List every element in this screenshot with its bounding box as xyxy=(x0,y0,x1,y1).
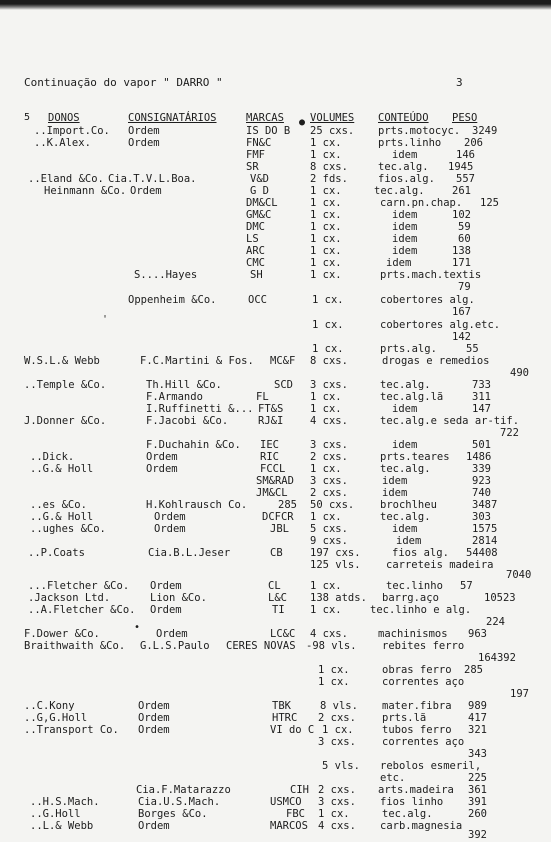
column-header-marcas: MARCAS xyxy=(246,112,284,124)
row-marca: DCFCR xyxy=(262,511,294,523)
row-volumes: 9 cxs. xyxy=(310,535,348,547)
row-volumes: 3 cxs. xyxy=(310,379,348,391)
row-conteudo: idem xyxy=(392,221,418,233)
row-marca: 285 xyxy=(278,499,297,511)
row-peso: 343 xyxy=(468,748,487,760)
row-volumes: 8 vls. xyxy=(320,700,358,712)
row-consignatario: Ordem xyxy=(128,137,160,149)
row-conteudo: carreteis madeira xyxy=(386,559,494,571)
row-consignatario: Ordem xyxy=(154,523,186,535)
row-marca: USMCO xyxy=(270,796,302,808)
row-dono: ..Transport Co. xyxy=(24,724,119,736)
row-volumes: 1 cx. xyxy=(310,463,342,475)
row-conteudo: fios.alg. xyxy=(378,173,435,185)
row-conteudo: tec.alg.lã xyxy=(380,391,444,403)
row-volumes: 197 cxs. xyxy=(310,547,361,559)
row-volumes: 1 cx. xyxy=(310,580,342,592)
row-conteudo: idem xyxy=(382,487,408,499)
row-marca: CL xyxy=(268,580,281,592)
row-conteudo: prts.teares xyxy=(380,451,450,463)
row-volumes: 4 cxs. xyxy=(310,628,348,640)
row-consignatario: Cia.F.Matarazzo xyxy=(136,784,231,796)
row-conteudo: fios alg. xyxy=(392,547,449,559)
row-conteudo: tec.linho xyxy=(386,580,443,592)
row-volumes: 1 cx. xyxy=(312,319,344,331)
row-consignatario: Ordem xyxy=(138,700,170,712)
row-conteudo: fios linho xyxy=(380,796,444,808)
column-header-consignatarios: CONSIGNATÁRIOS xyxy=(128,112,217,124)
row-dono: ..Eland &Co. xyxy=(28,173,104,185)
row-dono: .Jackson Ltd. xyxy=(28,592,111,604)
row-dono: ..Import.Co. xyxy=(34,125,110,137)
row-conteudo: idem xyxy=(392,245,418,257)
row-consignatario: Cia.B.L.Jeser xyxy=(148,547,231,559)
row-conteudo: idem xyxy=(392,439,418,451)
row-peso: 171 xyxy=(452,257,471,269)
row-marca: SCD xyxy=(274,379,293,391)
row-conteudo: cobertores alg.etc. xyxy=(380,319,501,331)
row-dono: ..A.Fletcher &Co. xyxy=(28,604,136,616)
row-conteudo: rebites ferro xyxy=(382,640,465,652)
row-consignatario: Ordem xyxy=(146,451,178,463)
row-peso: 417 xyxy=(468,712,487,724)
row-consignatario: Ordem xyxy=(154,511,186,523)
row-peso: 225 xyxy=(468,772,487,784)
row-volumes: 1 cx. xyxy=(322,724,354,736)
row-conteudo: prts.motocyc. xyxy=(378,125,461,137)
row-consignatario: Borges &Co. xyxy=(138,808,208,820)
row-marca: FBC xyxy=(286,808,305,820)
row-volumes: 1 cx. xyxy=(318,808,350,820)
row-consignatario: S....Hayes xyxy=(134,269,198,281)
row-peso: 55 xyxy=(466,343,479,355)
row-consignatario: Th.Hill &Co. xyxy=(146,379,222,391)
row-peso: 3487 xyxy=(472,499,498,511)
row-marca: G D xyxy=(250,185,269,197)
row-marca: DMC xyxy=(246,221,265,233)
ink-dot: ● xyxy=(299,117,306,128)
row-marca: ARC xyxy=(246,245,265,257)
row-dono: ..C.Kony xyxy=(24,700,75,712)
row-consignatario: F.Jacobi &Co. xyxy=(146,415,229,427)
row-peso: 2814 xyxy=(472,535,498,547)
row-dono: ..G.Holl xyxy=(30,808,81,820)
row-conteudo: prts.alg. xyxy=(380,343,437,355)
row-peso: 164392 xyxy=(478,652,516,664)
row-volumes: -98 vls. xyxy=(306,640,357,652)
row-dono: ..G,G.Holl xyxy=(24,712,88,724)
row-peso: 57 xyxy=(460,580,473,592)
row-marca: TI xyxy=(272,604,285,616)
row-peso: 391 xyxy=(468,796,487,808)
row-marca: JM&CL xyxy=(256,487,288,499)
row-dono: F.Dower &Co. xyxy=(24,628,100,640)
row-volumes: 1 cx. xyxy=(310,149,342,161)
row-consignatario: Ordem xyxy=(150,604,182,616)
row-peso: 79 xyxy=(458,281,471,293)
row-conteudo: carb.magnesia xyxy=(380,820,463,832)
row-marca: CIH xyxy=(290,784,309,796)
row-volumes: 25 cxs. xyxy=(310,125,355,137)
row-volumes: 1 cx. xyxy=(318,676,350,688)
column-header-conteudo: CONTEÚDO xyxy=(378,112,429,124)
row-volumes: 2 cxs. xyxy=(318,784,356,796)
row-consignatario: Lion &Co. xyxy=(150,592,207,604)
row-consignatario: Ordem xyxy=(146,463,178,475)
row-consignatario: I.Ruffinetti &... xyxy=(146,403,254,415)
row-peso: 10523 xyxy=(484,592,516,604)
row-consignatario: Ordem xyxy=(150,580,182,592)
row-dono: ..Temple &Co. xyxy=(24,379,107,391)
row-volumes: 1 cx. xyxy=(310,137,342,149)
row-peso: 1575 xyxy=(472,523,498,535)
row-dono: ..G.& Holl xyxy=(30,463,94,475)
row-peso: 1945 xyxy=(448,161,474,173)
row-dono: ..Dick. xyxy=(30,451,75,463)
row-volumes: 1 cx. xyxy=(310,197,342,209)
row-volumes: 1 cx. xyxy=(310,257,342,269)
row-consignatario: F.C.Martini & Fos. xyxy=(140,355,254,367)
row-marca: L&C xyxy=(268,592,287,604)
row-volumes: 1 cx. xyxy=(310,233,342,245)
row-peso: 557 xyxy=(456,173,475,185)
row-volumes: 3 cxs. xyxy=(318,796,356,808)
row-conteudo: prts.mach.textis xyxy=(380,269,482,281)
row-dono: ..L.& Webb xyxy=(30,820,94,832)
row-conteudo: tec.alg. xyxy=(374,185,425,197)
row-consignatario: G.L.S.Paulo xyxy=(140,640,210,652)
row-peso: 722 xyxy=(500,427,519,439)
row-marca: CB xyxy=(270,547,283,559)
row-volumes: 1 cx. xyxy=(310,269,342,281)
row-volumes: 2 fds. xyxy=(310,173,348,185)
row-peso: 7040 xyxy=(506,569,532,581)
row-volumes: 1 cx. xyxy=(312,343,344,355)
row-conteudo: idem xyxy=(386,257,412,269)
row-marca: V&D xyxy=(250,173,269,185)
row-conteudo: machinismos xyxy=(378,628,448,640)
row-volumes: 1 cx. xyxy=(310,511,342,523)
row-consignatario: Ordem xyxy=(138,820,170,832)
row-marca: FN&C xyxy=(246,137,272,149)
row-peso: 54408 xyxy=(466,547,498,559)
row-dono: ..ughes &Co. xyxy=(30,523,106,535)
row-dono: ..G.& Holl xyxy=(30,511,94,523)
row-consignatario: Oppenheim &Co. xyxy=(128,294,217,306)
row-conteudo: idem xyxy=(392,523,418,535)
row-consignatario: Ordem xyxy=(128,125,160,137)
row-conteudo: brochlheu xyxy=(380,499,437,511)
row-conteudo: idem xyxy=(392,403,418,415)
row-peso: 138 xyxy=(452,245,471,257)
row-marca: FMF xyxy=(246,149,265,161)
row-volumes: 1 cx. xyxy=(310,604,342,616)
row-volumes: 5 vls. xyxy=(322,760,360,772)
row-peso: 1486 xyxy=(466,451,492,463)
row-dono: ..H.S.Mach. xyxy=(30,796,100,808)
row-peso: 963 xyxy=(468,628,487,640)
row-peso: 490 xyxy=(510,367,529,379)
row-conteudo: prts.linho xyxy=(378,137,442,149)
row-marca: RJ&I xyxy=(258,415,284,427)
row-peso: 142 xyxy=(452,331,471,343)
row-peso: 303 xyxy=(472,511,491,523)
row-marca: JBL xyxy=(270,523,289,535)
row-marca: SM&RAD xyxy=(256,475,294,487)
row-volumes: 8 cxs. xyxy=(310,355,348,367)
row-volumes: 2 cxs. xyxy=(318,712,356,724)
row-volumes: 3 cxs. xyxy=(310,439,348,451)
row-peso: 339 xyxy=(472,463,491,475)
row-peso: 260 xyxy=(468,808,487,820)
row-dono: ..es &Co. xyxy=(30,499,87,511)
row-marca: CMC xyxy=(246,257,265,269)
row-marca: FCCL xyxy=(260,463,286,475)
row-conteudo: tec.linho e alg. xyxy=(370,604,472,616)
ink-dot: • xyxy=(134,622,141,633)
row-marca: DM&CL xyxy=(246,197,278,209)
row-marca: HTRC xyxy=(272,712,298,724)
row-peso: 311 xyxy=(472,391,491,403)
row-marca: VI do C xyxy=(270,724,315,736)
row-volumes: 2 cxs. xyxy=(310,451,348,463)
row-conteudo: prts.lã xyxy=(382,712,427,724)
row-peso: 59 xyxy=(458,221,471,233)
row-peso: 167 xyxy=(452,306,471,318)
row-marca: LS xyxy=(246,233,259,245)
row-volumes: 50 cxs. xyxy=(310,499,355,511)
row-consignatario: Ordem xyxy=(138,724,170,736)
row-volumes: 1 cx. xyxy=(310,209,342,221)
row-dono: Heinmann &Co. xyxy=(44,185,127,197)
row-conteudo: tec.alg. xyxy=(380,463,431,475)
row-peso: 125 xyxy=(480,197,499,209)
row-marca: SR xyxy=(246,161,259,173)
row-peso: 392 xyxy=(468,829,487,841)
row-volumes: 2 cxs. xyxy=(310,487,348,499)
row-dono: ..P.Coats xyxy=(28,547,85,559)
row-peso: 923 xyxy=(472,475,491,487)
row-consignatario: F.Armando xyxy=(146,391,203,403)
row-conteudo: drogas e remedios xyxy=(382,355,490,367)
row-conteudo: tec.alg. xyxy=(380,511,431,523)
row-conteudo: tec.alg. xyxy=(378,161,429,173)
row-volumes: 1 cx. xyxy=(310,221,342,233)
row-peso: 3249 xyxy=(472,125,498,137)
row-conteudo: tec.alg. xyxy=(382,808,433,820)
row-conteudo: idem xyxy=(392,209,418,221)
page-number: 3 xyxy=(456,76,463,89)
row-peso: 989 xyxy=(468,700,487,712)
row-conteudo: correntes aço xyxy=(382,676,465,688)
margin-mark: ' xyxy=(102,314,109,325)
row-volumes: 3 cxs. xyxy=(310,475,348,487)
row-conteudo: obras ferro xyxy=(382,664,452,676)
row-volumes: 5 cxs. xyxy=(310,523,348,535)
row-consignatario: Cia.U.S.Mach. xyxy=(138,796,221,808)
column-header-donos: DONOS xyxy=(48,112,80,124)
row-marca: TBK xyxy=(272,700,291,712)
row-volumes: 3 cxs. xyxy=(318,736,356,748)
row-volumes: 1 cx. xyxy=(310,403,342,415)
row-marca: IS DO B xyxy=(246,125,291,137)
row-consignatario: Ordem xyxy=(130,185,162,197)
row-marca: SH xyxy=(250,269,263,281)
row-peso: 102 xyxy=(452,209,471,221)
row-peso: 501 xyxy=(472,439,491,451)
row-peso: 224 xyxy=(486,616,505,628)
row-marca: FT&S xyxy=(258,403,284,415)
row-peso: 147 xyxy=(472,403,491,415)
row-marca: RIC xyxy=(260,451,279,463)
row-dono: ...Fletcher &Co. xyxy=(28,580,130,592)
row-consignatario: Ordem xyxy=(156,628,188,640)
row-volumes: 1 cx. xyxy=(310,185,342,197)
row-peso: 206 xyxy=(464,137,483,149)
row-peso: 740 xyxy=(472,487,491,499)
row-marca: GM&C xyxy=(246,209,272,221)
row-conteudo: tec.alg.e seda ar-tif. xyxy=(380,415,520,427)
margin-mark: 5 xyxy=(24,112,31,123)
row-volumes: 4 cxs. xyxy=(318,820,356,832)
row-conteudo: tec.alg. xyxy=(380,379,431,391)
row-volumes: 1 cx. xyxy=(318,664,350,676)
row-volumes: 125 vls. xyxy=(310,559,361,571)
row-conteudo: rebolos esmeril, etc. xyxy=(380,760,482,784)
row-conteudo: idem xyxy=(392,149,418,161)
column-header-volumes: VOLUMES xyxy=(310,112,355,124)
row-marca: CERES NOVAS xyxy=(226,640,296,652)
column-header-peso: PESO xyxy=(452,112,478,124)
row-peso: 197 xyxy=(510,688,529,700)
row-volumes: 138 atds. xyxy=(310,592,367,604)
row-conteudo: tubos ferro xyxy=(382,724,452,736)
row-peso: 733 xyxy=(472,379,491,391)
row-dono: W.S.L.& Webb xyxy=(24,355,100,367)
row-consignatario: H.Kohlrausch Co. xyxy=(146,499,248,511)
row-peso: 261 xyxy=(452,185,471,197)
row-dono: J.Donner &Co. xyxy=(24,415,107,427)
row-consignatario: Cia.T.V.L.Boa. xyxy=(108,173,197,185)
row-volumes: 4 cxs. xyxy=(310,415,348,427)
row-volumes: 8 cxs. xyxy=(310,161,348,173)
row-dono: Braithwaith &Co. xyxy=(24,640,126,652)
row-consignatario: Ordem xyxy=(138,712,170,724)
row-conteudo: arts.madeira xyxy=(378,784,454,796)
row-consignatario: F.Duchahin &Co. xyxy=(146,439,241,451)
row-conteudo: mater.fibra xyxy=(382,700,452,712)
row-peso: 361 xyxy=(468,784,487,796)
row-conteudo: idem xyxy=(396,535,422,547)
row-peso: 146 xyxy=(456,149,475,161)
row-marca: MARCOS xyxy=(270,820,308,832)
row-conteudo: carn.pn.chap. xyxy=(380,197,463,209)
row-peso: 60 xyxy=(458,233,471,245)
row-conteudo: correntes aço xyxy=(382,736,465,748)
row-conteudo: idem xyxy=(392,233,418,245)
row-conteudo: idem xyxy=(382,475,408,487)
row-conteudo: barrg.aço xyxy=(382,592,439,604)
row-peso: 321 xyxy=(468,724,487,736)
row-marca: LC&C xyxy=(270,628,296,640)
page-title: Continuação do vapor " DARRO " xyxy=(24,76,223,89)
row-volumes: 1 cx. xyxy=(310,245,342,257)
row-volumes: 1 cx. xyxy=(310,391,342,403)
row-peso: 285 xyxy=(464,664,483,676)
row-marca: OCC xyxy=(248,294,267,306)
row-conteudo: cobertores alg. xyxy=(380,294,475,306)
row-dono: ..K.Alex. xyxy=(34,137,91,149)
row-marca: FL xyxy=(256,391,269,403)
row-marca: MC&F xyxy=(270,355,296,367)
top-edge-scan-shadow xyxy=(0,0,551,10)
row-volumes: 1 cx. xyxy=(312,294,344,306)
row-marca: IEC xyxy=(260,439,279,451)
